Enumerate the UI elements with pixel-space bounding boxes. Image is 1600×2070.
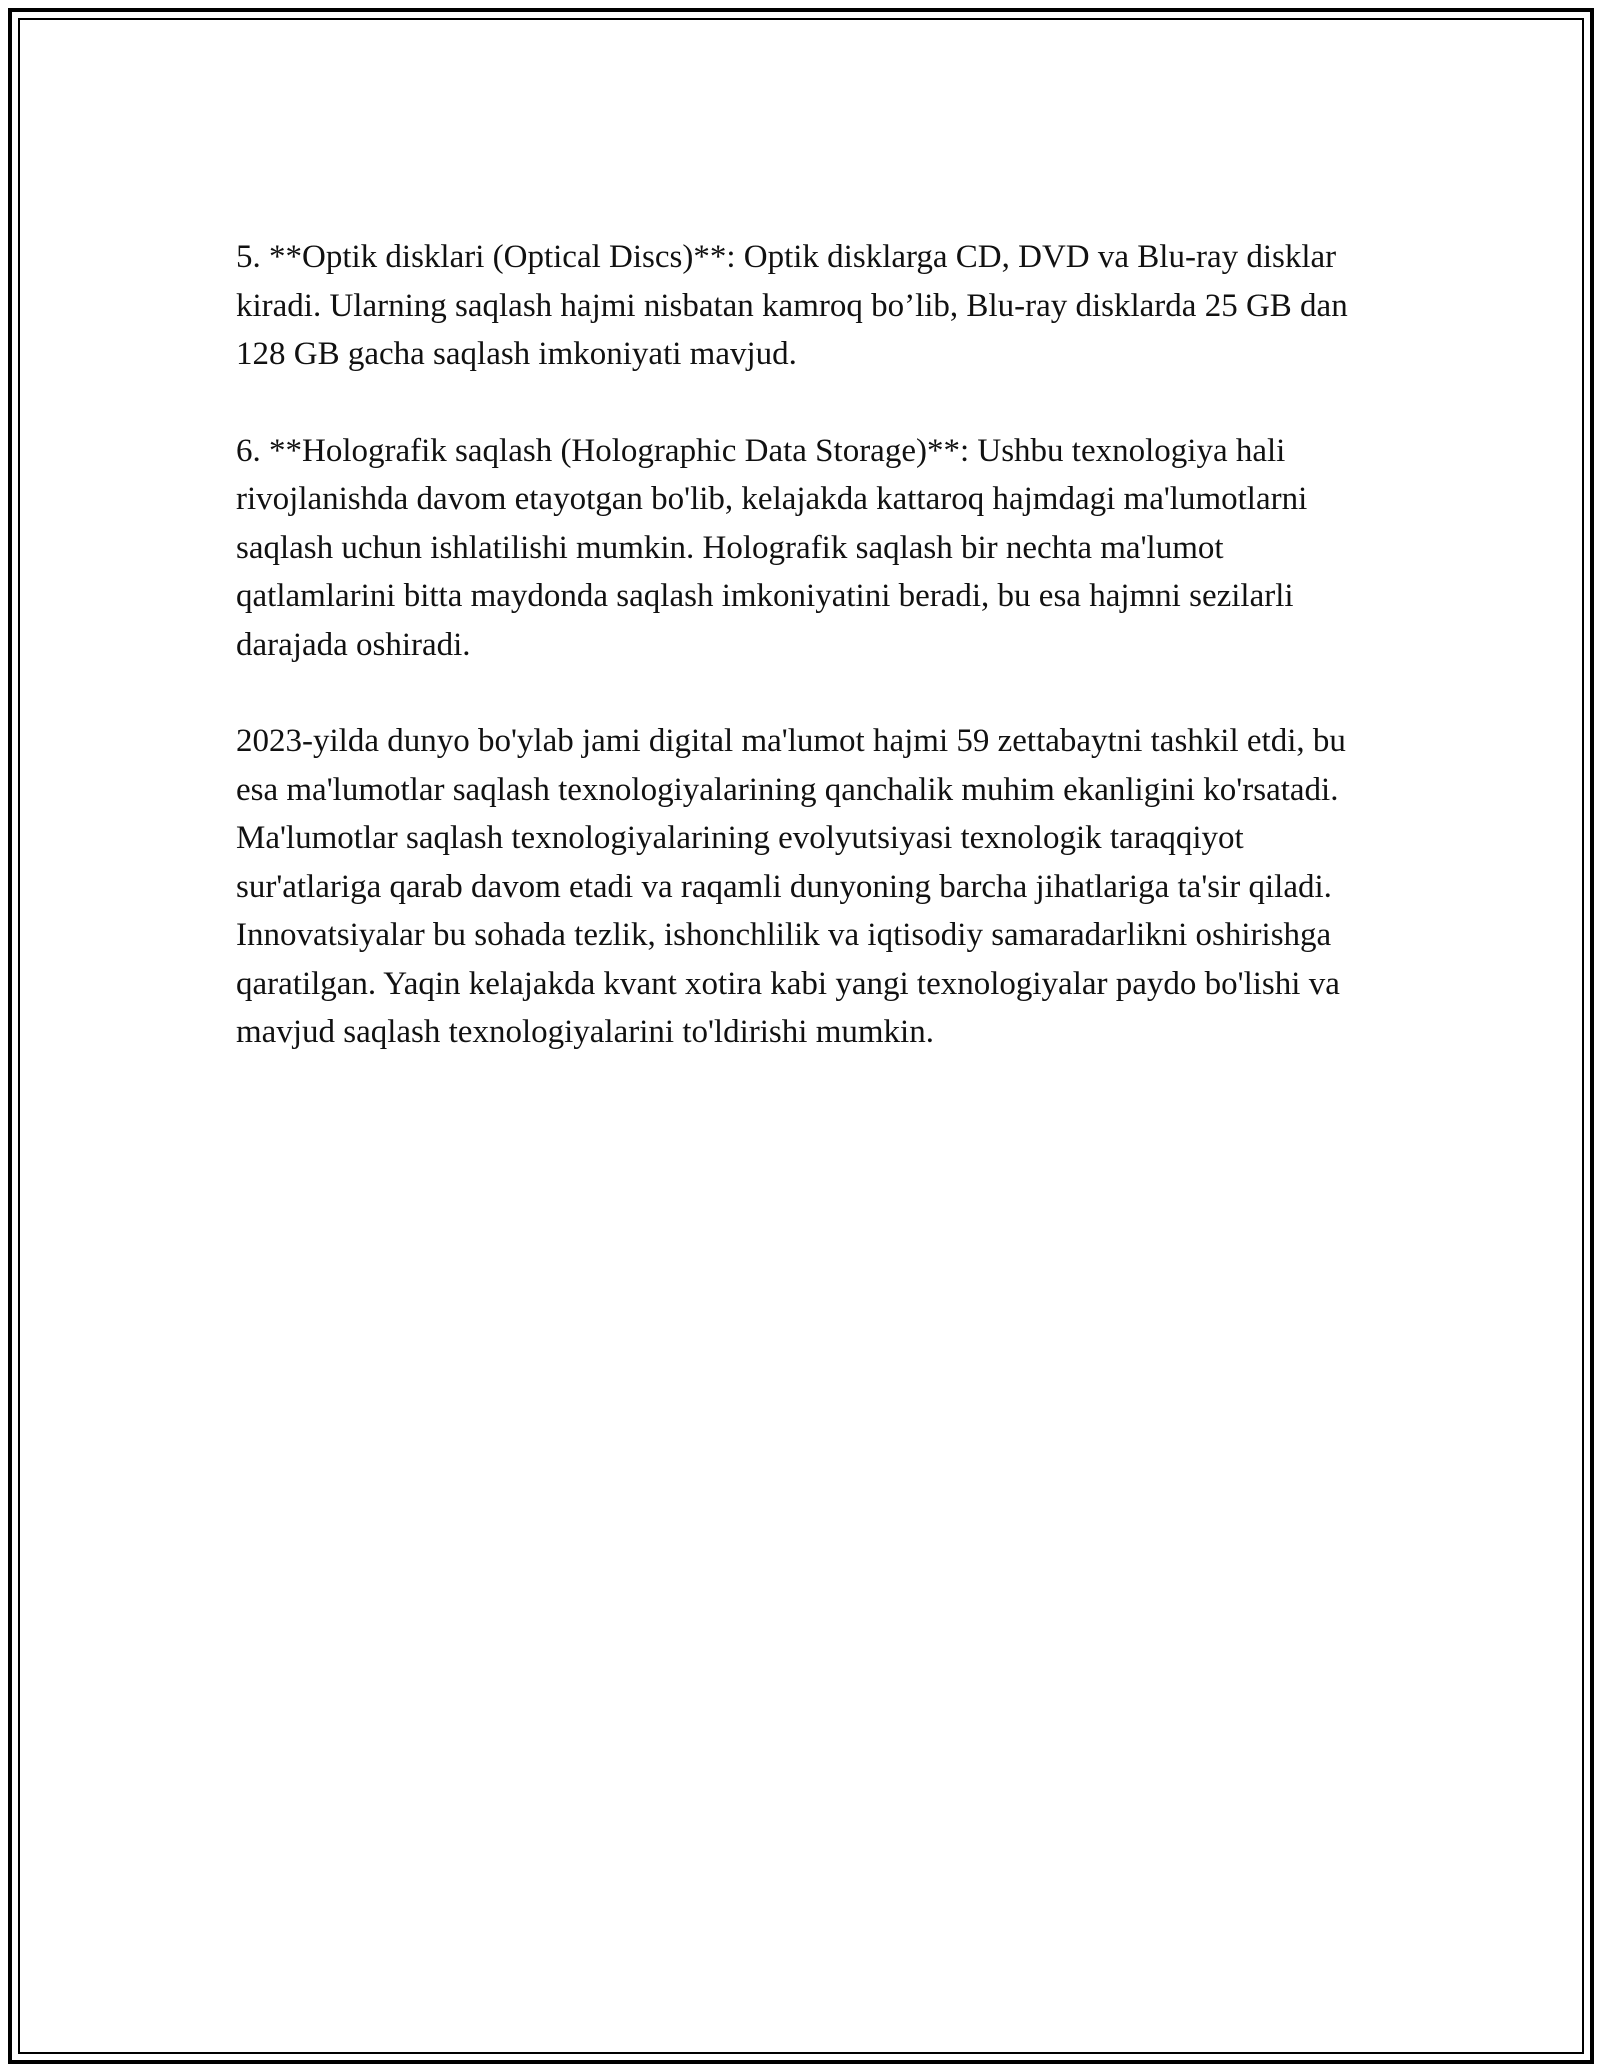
paragraph-holographic-storage: 6. **Holografik saqlash (Holographic Data Storage)**: Ushbu texnologiya hali rivojlanishda davom etayotgan bo'lib, kelajakda kattaroq hajmdagi ma'lumotlarni saqlash uchun ishlatilishi mumkin. Holografik saqlash bir nechta ma'lumot qatlamlarini bitta maydonda saqlash imkoniyatini beradi, bu esa hajmni sezilarli darajada oshiradi. <box>236 432 1308 663</box>
document-body <box>236 233 1356 1105</box>
paragraph-summary: 2023-yilda dunyo bo'ylab jami digital ma'lumot hajmi 59 zettabaytni tashkil etdi, bu esa ma'lumotlar saqlash texnologiyalarining qanchalik muhim ekanligini ko'rsatadi. Ma'lumotlar saqlash texnologiyalarining evolyutsiyasi texnologik taraqqiyot sur'atlariga qarab davom etadi va raqamli dunyoning barcha jihatlariga ta'sir qiladi. Innovatsiyalar bu sohada tezlik, ishonchlilik va iqtisodiy samaradarlikni oshirishga qaratilgan. Yaqin kelajakda kvant xotira kabi yangi texnologiyalar paydo bo'lishi va mavjud saqlash texnologiyalarini to'ldirishi mumkin. <box>236 723 1346 1050</box>
paragraph-optical-discs: 5. **Optik disklari (Optical Discs)**: Optik disklarga CD, DVD va Blu-ray disklar kiradi. Ularning saqlash hajmi nisbatan kamroq bo’lib, Blu-ray disklarda 25 GB dan 128 GB gacha saqlash imkoniyati mavjud. <box>236 239 1348 372</box>
